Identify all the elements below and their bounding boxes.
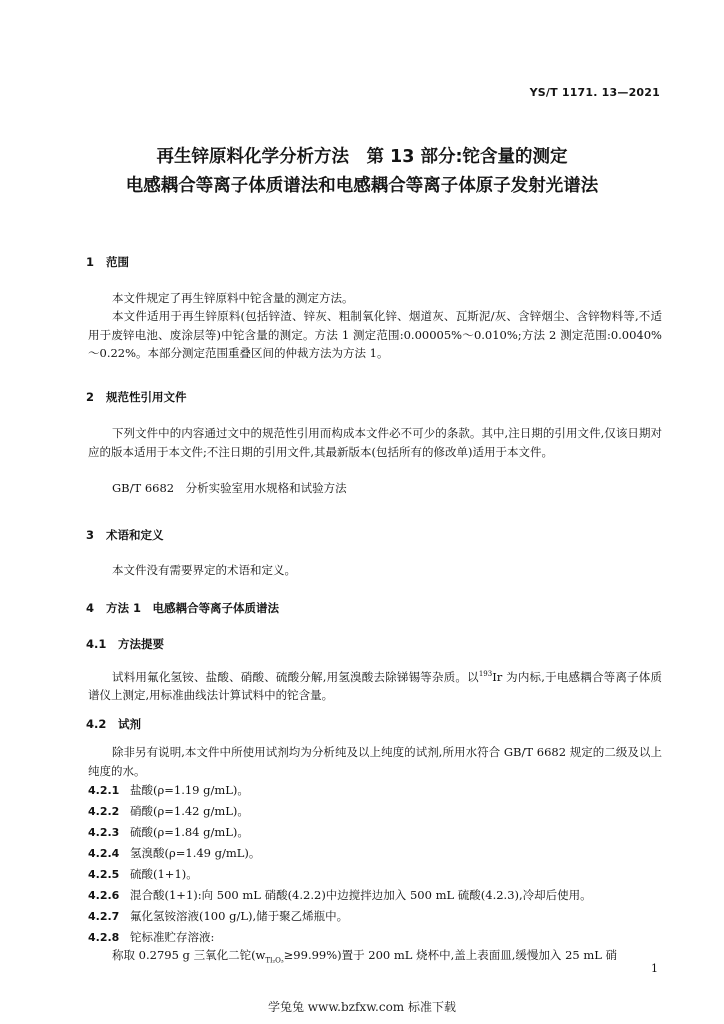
section-4-title: 方法 1 电感耦合等离子体质谱法 (106, 601, 280, 615)
section-1-title: 范围 (106, 255, 129, 269)
reagent-item (88, 782, 249, 798)
reagent-text: 硫酸(ρ=1.84 g/mL)。 (130, 825, 249, 839)
section-1-heading (86, 254, 129, 270)
standard-code: YS/T 1171. 13—2021 (529, 86, 660, 99)
iridium-isotope-superscript: 193 (478, 670, 493, 678)
reagent-text: 氢溴酸(ρ=1.49 g/mL)。 (130, 846, 261, 860)
reagent-text: 硝酸(ρ=1.42 g/mL)。 (130, 804, 249, 818)
section-3-heading (86, 527, 164, 543)
reagent-text: 混合酸(1+1):向 500 mL 硝酸(4.2.2)中边搅拌边加入 500 mL 硫酸(4.2.3),冷却后使用。 (130, 888, 592, 902)
section-3-number: 3 (86, 528, 95, 542)
procedure-text-b: ≥99.99%)置于 200 mL 烧杯中,盖上表面皿,缓慢加入 25 mL 硝 (283, 948, 618, 962)
page-number: 1 (651, 962, 658, 975)
section-2-heading (86, 389, 187, 405)
section-2-number: 2 (86, 390, 95, 404)
section-4-number: 4 (86, 601, 95, 615)
reagent-number: 4.2.5 (88, 868, 120, 881)
reagent-number: 4.2.1 (88, 784, 120, 797)
procedure-text-a: 称取 0.2795 g 三氧化二铊(w (112, 948, 266, 962)
reagent-number: 4.2.7 (88, 910, 120, 923)
section-3-paragraph-1: 本文件没有需要界定的术语和定义。 (112, 563, 296, 577)
reagent-number: 4.2.6 (88, 889, 120, 902)
section-4-1-heading (86, 636, 164, 652)
section-1-paragraph-1: 本文件规定了再生锌原料中铊含量的测定方法。 (112, 291, 354, 305)
reagent-text: 盐酸(ρ=1.19 g/mL)。 (130, 783, 249, 797)
section-4-1-text-b: Ir 为内标,于电感耦合等离子体质谱仪上测定,用标准曲线法计算试料中的铊含量。 (88, 669, 662, 703)
section-4-2-title: 试剂 (118, 717, 141, 731)
section-4-2-paragraph: 除非另有说明,本文件中所使用试剂均为分析纯及以上纯度的试剂,所用水符合 GB/T 6682 规定的二级及以上纯度的水。 (88, 745, 662, 778)
reagent-number: 4.2.2 (88, 805, 120, 818)
section-4-1-number: 4.1 (86, 637, 107, 651)
reagent-item (88, 908, 348, 924)
document-title-line-2: 电感耦合等离子体质谱法和电感耦合等离子体原子发射光谱法 (125, 176, 599, 196)
reagent-text: 硫酸(1+1)。 (130, 867, 198, 881)
section-1-number: 1 (86, 255, 95, 269)
reagent-item (88, 866, 198, 882)
thallium-stock-procedure (112, 946, 617, 970)
reagent-item (88, 887, 592, 903)
reagent-item (88, 803, 249, 819)
section-4-heading (86, 600, 279, 616)
reagent-number: 4.2.4 (88, 847, 120, 860)
section-4-1-text-a: 试料用氟化氢铵、盐酸、硝酸、硫酸分解,用氢溴酸去除锑锡等杂质。以 (112, 669, 479, 684)
section-4-2-number: 4.2 (86, 717, 107, 731)
reagent-item (88, 824, 249, 840)
reagent-number: 4.2.3 (88, 826, 120, 839)
section-1-paragraph-2: 本文件适用于再生锌原料(包括锌渣、锌灰、粗制氧化锌、烟道灰、瓦斯泥/灰、含锌烟尘、含锌物料等,不适用于废锌电池、废涂层等)中铊含量的测定。方法 1 测定范围:0.00005%～0.010%;方法 2 测定范围:0.0040%～0.22%。本部分测定范围重叠区间的仲裁方法为方法 1。 (88, 309, 662, 360)
section-4-1-paragraph (88, 665, 662, 705)
document-title-line-1: 再生锌原料化学分析方法 第 13 部分:铊含量的测定 (156, 147, 568, 167)
reagent-number: 4.2.8 (88, 931, 120, 944)
section-3-title: 术语和定义 (106, 528, 164, 542)
section-4-2-heading (86, 716, 141, 732)
section-2-paragraph-1: 下列文件中的内容通过文中的规范性引用而构成本文件必不可少的条款。其中,注日期的引用文件,仅该日期对应的版本适用于本文件;不注日期的引用文件,其最新版本(包括所有的修改单)适用于本文件。 (88, 426, 662, 459)
reagent-text: 氟化氢铵溶液(100 g/L),储于聚乙烯瓶中。 (130, 909, 349, 923)
reagent-text: 铊标准贮存溶液: (130, 930, 215, 944)
section-2-title: 规范性引用文件 (106, 390, 187, 404)
section-4-1-title: 方法提要 (118, 637, 164, 651)
thallium-oxide-subscript: Tl₂O₃ (265, 956, 284, 965)
footer-watermark: 学兔兔 www.bzfxw.com 标准下载 (267, 1000, 457, 1014)
reagent-item (88, 845, 260, 861)
normative-reference: GB/T 6682 分析实验室用水规格和试验方法 (112, 481, 347, 495)
reagent-item (88, 929, 214, 945)
